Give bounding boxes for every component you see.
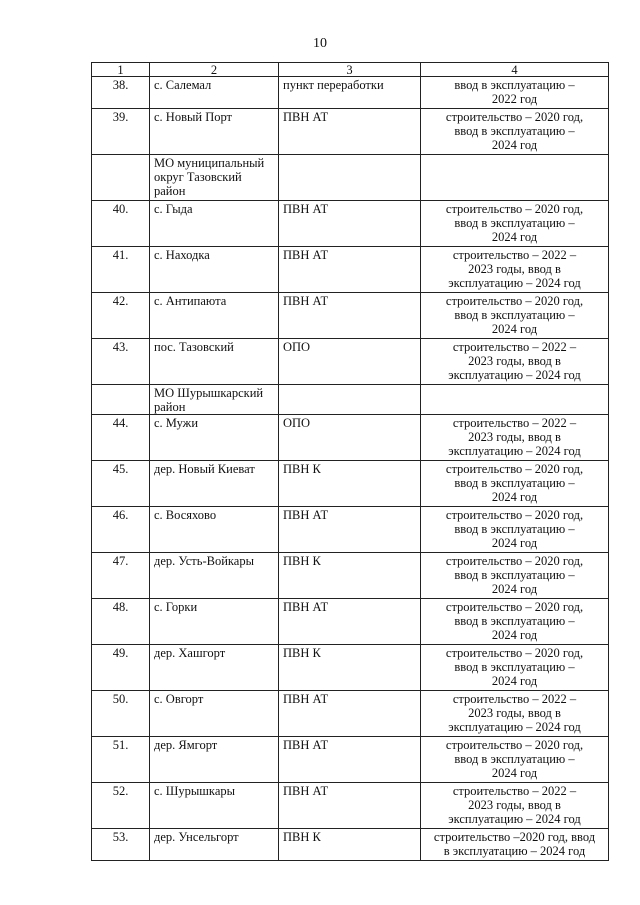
table-row <box>92 507 609 553</box>
settlement-name: с. Мужи <box>150 415 279 461</box>
section-title: МО муниципальный округ Тазовский район <box>150 155 279 201</box>
row-number: 53. <box>92 829 150 861</box>
row-number: 43. <box>92 339 150 385</box>
settlement-name: с. Антипаюта <box>150 293 279 339</box>
facility-type: ПВН АТ <box>279 507 421 553</box>
schedule-text: строительство – 2020 год, ввод в эксплуатацию – 2024 год <box>421 737 609 783</box>
row-number: 51. <box>92 737 150 783</box>
row-number: 49. <box>92 645 150 691</box>
section-row <box>92 385 609 415</box>
row-number: 41. <box>92 247 150 293</box>
schedule-text: строительство – 2020 год, ввод в эксплуатацию – 2024 год <box>421 109 609 155</box>
settlement-name: с. Восяхово <box>150 507 279 553</box>
row-number: 46. <box>92 507 150 553</box>
row-number: 42. <box>92 293 150 339</box>
settlement-name: с. Овгорт <box>150 691 279 737</box>
schedule-text: строительство – 2020 год, ввод в эксплуатацию – 2024 год <box>421 293 609 339</box>
schedule-text: строительство – 2022 – 2023 годы, ввод в эксплуатацию – 2024 год <box>421 691 609 737</box>
table-row <box>92 737 609 783</box>
row-number: 48. <box>92 599 150 645</box>
table-row <box>92 415 609 461</box>
facility-type: ПВН АТ <box>279 737 421 783</box>
table-row <box>92 293 609 339</box>
facility-type: ПВН АТ <box>279 247 421 293</box>
row-number: 47. <box>92 553 150 599</box>
section-empty-cell <box>421 385 609 415</box>
schedule-text: строительство – 2020 год, ввод в эксплуатацию – 2024 год <box>421 645 609 691</box>
section-number-cell <box>92 155 150 201</box>
table-row <box>92 599 609 645</box>
table-row <box>92 109 609 155</box>
column-header-3: 3 <box>279 63 421 77</box>
section-row <box>92 155 609 201</box>
settlement-name: с. Салемал <box>150 77 279 109</box>
settlement-name: с. Новый Порт <box>150 109 279 155</box>
facility-type: ОПО <box>279 415 421 461</box>
schedule-text: строительство – 2020 год, ввод в эксплуатацию – 2024 год <box>421 201 609 247</box>
table-row <box>92 77 609 109</box>
column-header-4: 4 <box>421 63 609 77</box>
settlement-name: дер. Усть-Войкары <box>150 553 279 599</box>
table-row <box>92 691 609 737</box>
settlement-name: дер. Новый Киеват <box>150 461 279 507</box>
facility-type: ПВН АТ <box>279 293 421 339</box>
schedule-text: строительство – 2022 – 2023 годы, ввод в эксплуатацию – 2024 год <box>421 339 609 385</box>
row-number: 38. <box>92 77 150 109</box>
row-number: 45. <box>92 461 150 507</box>
section-title: МО Шурышкарский район <box>150 385 279 415</box>
facility-type: ПВН К <box>279 553 421 599</box>
table-header-row <box>92 63 609 77</box>
settlement-name: с. Гыда <box>150 201 279 247</box>
schedule-text: строительство – 2020 год, ввод в эксплуатацию – 2024 год <box>421 461 609 507</box>
facility-type: ПВН К <box>279 829 421 861</box>
settlement-name: с. Горки <box>150 599 279 645</box>
section-empty-cell <box>279 385 421 415</box>
row-number: 52. <box>92 783 150 829</box>
row-number: 50. <box>92 691 150 737</box>
section-number-cell <box>92 385 150 415</box>
table-row <box>92 553 609 599</box>
facility-type: ПВН АТ <box>279 109 421 155</box>
table-row <box>92 645 609 691</box>
facility-type: ПВН АТ <box>279 783 421 829</box>
table-row <box>92 461 609 507</box>
schedule-text: строительство – 2020 год, ввод в эксплуатацию – 2024 год <box>421 507 609 553</box>
schedule-text: строительство –2020 год, ввод в эксплуатацию – 2024 год <box>421 829 609 861</box>
table-row <box>92 201 609 247</box>
schedule-text: строительство – 2020 год, ввод в эксплуатацию – 2024 год <box>421 599 609 645</box>
facilities-table <box>91 62 609 861</box>
settlement-name: с. Шурышкары <box>150 783 279 829</box>
column-header-1: 1 <box>92 63 150 77</box>
facility-type: ПВН К <box>279 461 421 507</box>
table-row <box>92 247 609 293</box>
schedule-text: ввод в эксплуатацию – 2022 год <box>421 77 609 109</box>
facility-type: ПВН АТ <box>279 201 421 247</box>
column-header-2: 2 <box>150 63 279 77</box>
schedule-text: строительство – 2022 – 2023 годы, ввод в эксплуатацию – 2024 год <box>421 247 609 293</box>
settlement-name: с. Находка <box>150 247 279 293</box>
facility-type: ОПО <box>279 339 421 385</box>
facility-type: пункт переработки <box>279 77 421 109</box>
table-row <box>92 783 609 829</box>
schedule-text: строительство – 2022 – 2023 годы, ввод в эксплуатацию – 2024 год <box>421 415 609 461</box>
settlement-name: дер. Ямгорт <box>150 737 279 783</box>
settlement-name: пос. Тазовский <box>150 339 279 385</box>
row-number: 40. <box>92 201 150 247</box>
settlement-name: дер. Хашгорт <box>150 645 279 691</box>
section-empty-cell <box>421 155 609 201</box>
schedule-text: строительство – 2020 год, ввод в эксплуатацию – 2024 год <box>421 553 609 599</box>
facility-type: ПВН АТ <box>279 691 421 737</box>
facility-type: ПВН АТ <box>279 599 421 645</box>
section-empty-cell <box>279 155 421 201</box>
settlement-name: дер. Унсельгорт <box>150 829 279 861</box>
table-row <box>92 339 609 385</box>
table-row <box>92 829 609 861</box>
row-number: 39. <box>92 109 150 155</box>
schedule-text: строительство – 2022 – 2023 годы, ввод в эксплуатацию – 2024 год <box>421 783 609 829</box>
page-number: 10 <box>313 36 327 51</box>
facility-type: ПВН К <box>279 645 421 691</box>
row-number: 44. <box>92 415 150 461</box>
